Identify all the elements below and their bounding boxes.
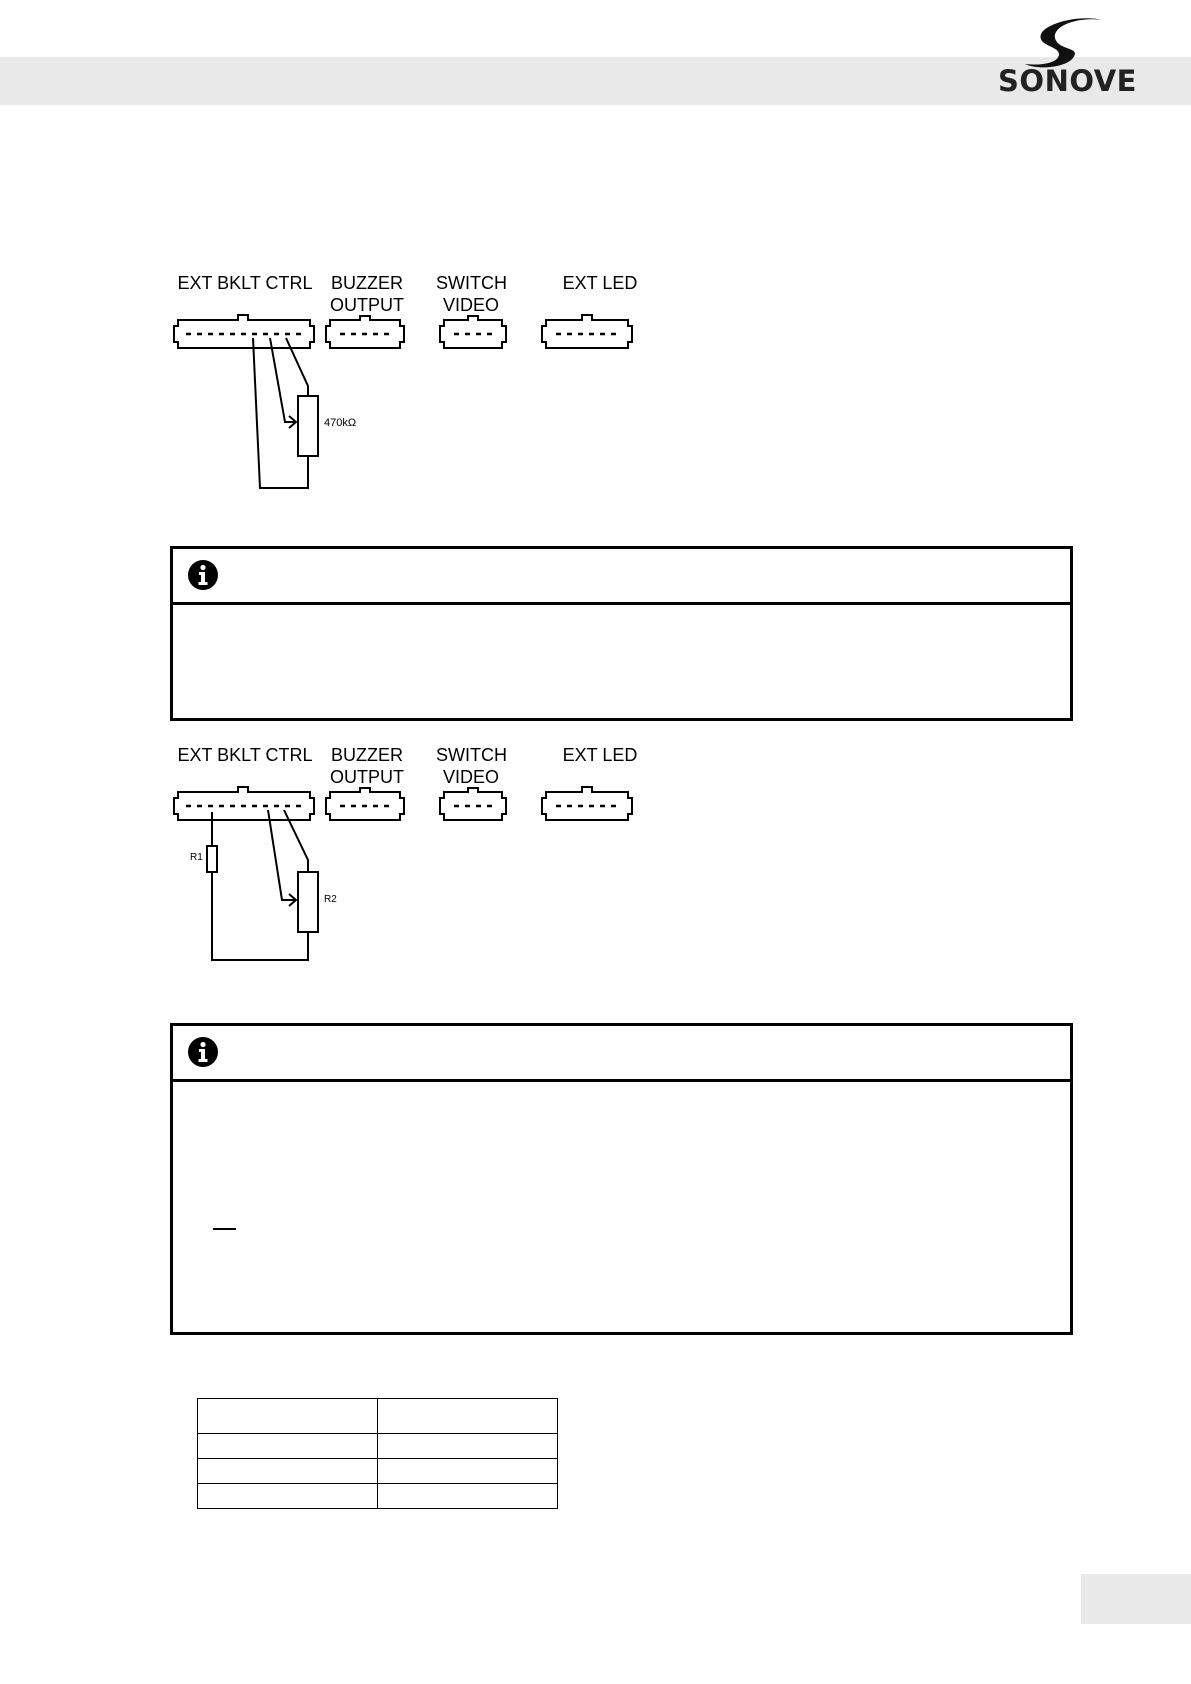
diagram-1-drawing	[160, 270, 680, 510]
info-note-box-2	[170, 1023, 1073, 1335]
potentiometer-value-label: 470kΩ	[324, 417, 357, 429]
table-cell	[378, 1484, 558, 1509]
connector-label-ext-led: EXT LED	[562, 273, 638, 293]
info-icon	[187, 559, 219, 591]
table-cell	[378, 1434, 558, 1459]
diagram-2-drawing	[160, 742, 680, 982]
brand-name: SONOVE	[998, 64, 1137, 98]
connector-buzzer-output	[326, 316, 404, 348]
connector-buzzer-output	[326, 788, 404, 820]
specification-table	[197, 1398, 558, 1509]
table-cell	[198, 1459, 378, 1484]
table-cell	[198, 1399, 378, 1434]
sonove-logo	[985, 14, 1150, 100]
connector-label-ext-led: EXT LED	[562, 745, 638, 765]
page-number-tab	[1081, 1574, 1191, 1624]
wire-top	[286, 338, 308, 396]
connector-label-buzzer-output: BUZZER OUTPUT	[330, 273, 404, 315]
table-row	[198, 1434, 558, 1459]
wire-wiper	[268, 810, 296, 900]
connector-ext-bklt-ctrl	[174, 787, 314, 820]
table-cell	[378, 1459, 558, 1484]
connector-label-ext-bklt-ctrl: EXT BKLT CTRL	[177, 273, 313, 293]
info-icon	[187, 1036, 219, 1068]
potentiometer-470k	[298, 396, 318, 456]
connector-ext-led	[542, 787, 632, 820]
wire-loop	[212, 872, 308, 960]
info-note-header	[173, 549, 1070, 605]
table-cell	[378, 1399, 558, 1434]
table-row	[198, 1399, 558, 1434]
info-note-header	[173, 1026, 1070, 1082]
wiring-diagram-potentiometer	[160, 270, 680, 510]
table-cell	[198, 1484, 378, 1509]
connector-switch-video	[440, 316, 506, 348]
connector-ext-led	[542, 315, 632, 348]
resistor-r1-label: R1	[190, 852, 203, 863]
table-row	[198, 1459, 558, 1484]
connector-label-buzzer-output: BUZZER OUTPUT	[330, 745, 404, 787]
connector-label-ext-bklt-ctrl: EXT BKLT CTRL	[177, 745, 313, 765]
info-note-box-1	[170, 546, 1073, 721]
connector-label-switch-video: SWITCH VIDEO	[436, 745, 507, 787]
table-row	[198, 1484, 558, 1509]
table-cell	[198, 1434, 378, 1459]
info-underline-mark	[213, 1228, 236, 1230]
resistor-r2	[298, 872, 318, 932]
connector-switch-video	[440, 788, 506, 820]
resistor-r2-label: R2	[324, 894, 337, 905]
connector-ext-bklt-ctrl	[174, 315, 314, 348]
resistor-r1	[207, 846, 217, 872]
connector-label-switch-video: SWITCH VIDEO	[436, 273, 507, 315]
wiring-diagram-resistors	[160, 742, 680, 982]
wire-loop	[253, 338, 308, 488]
